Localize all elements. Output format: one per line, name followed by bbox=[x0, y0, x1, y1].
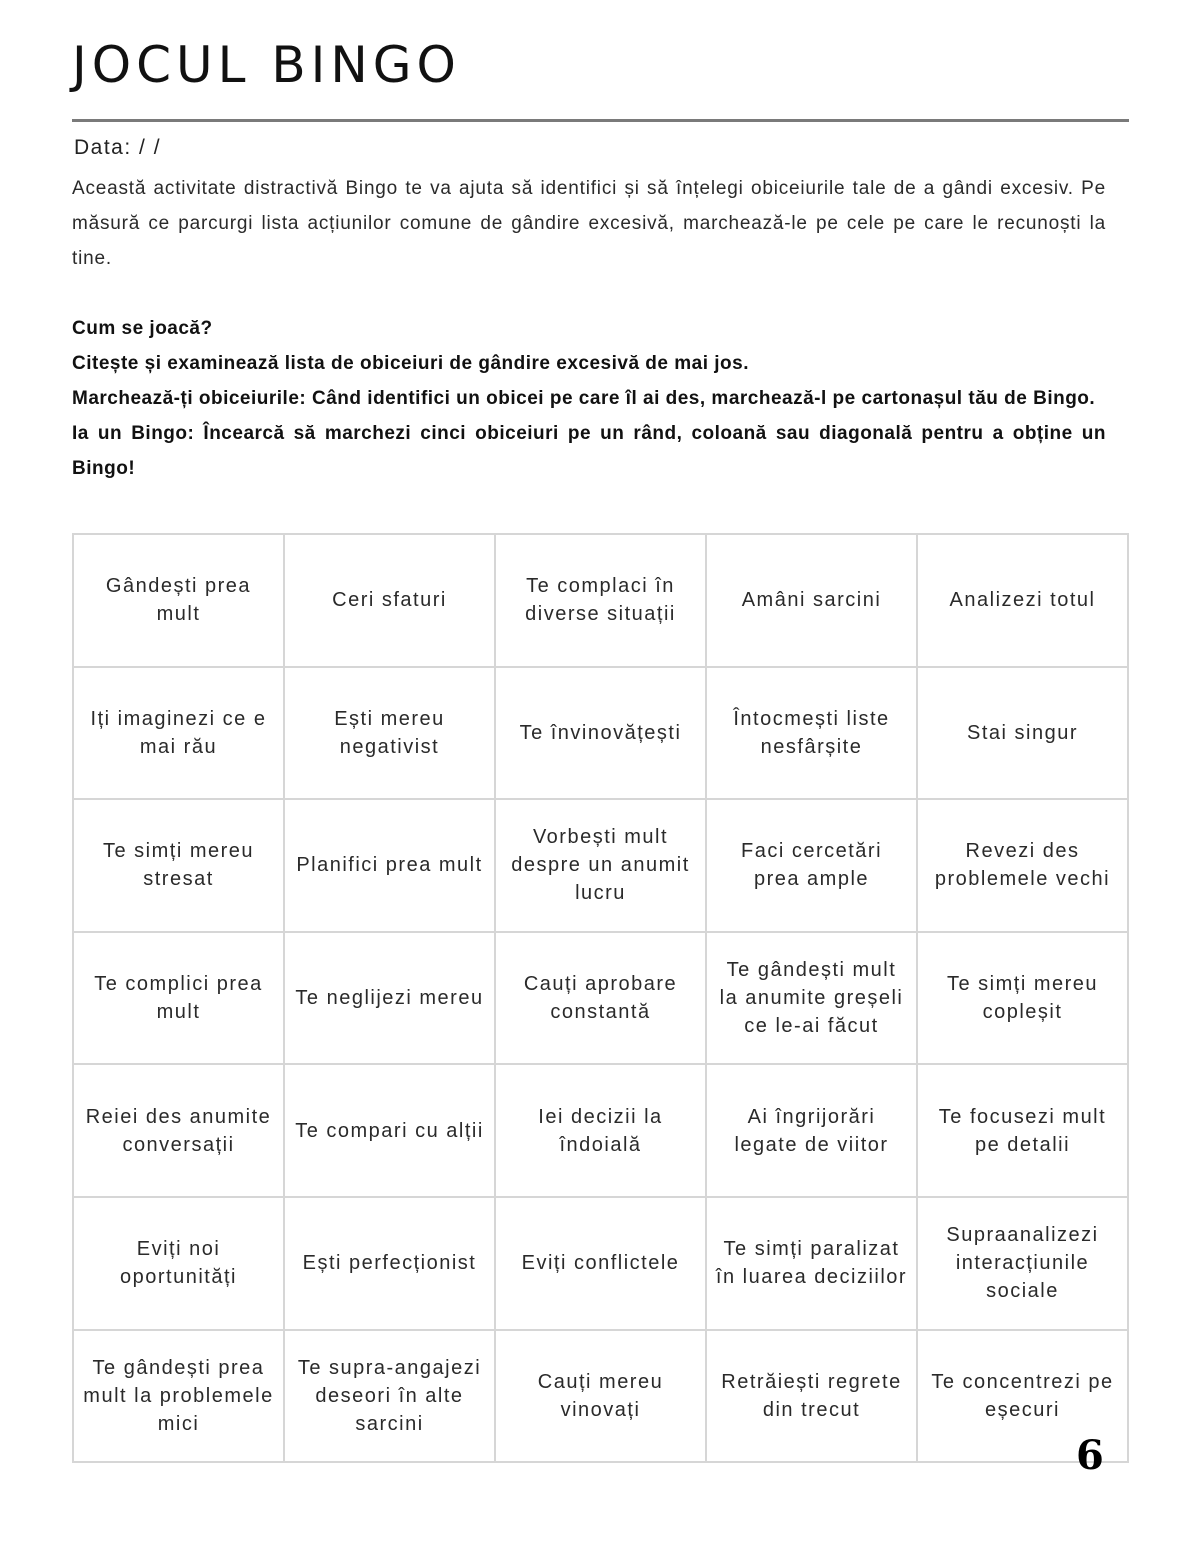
intro-paragraph: Această activitate distractivă Bingo te va ajuta să identifici și să înțelegi obiceiurile tale de a gândi excesiv. Pe măsură ce parcurgi lista acțiunilor comune de gândire excesivă, marchează-le pe cele pe care le recunoști la tine. bbox=[72, 178, 1106, 269]
how-to-play-section bbox=[72, 311, 1106, 486]
bingo-cell[interactable]: Te gândești prea mult la problemele mici bbox=[74, 1331, 285, 1464]
bingo-card bbox=[72, 533, 1129, 1463]
bingo-cell[interactable]: Ești perfecționist bbox=[285, 1198, 496, 1331]
bingo-cell[interactable]: Faci cercetări prea ample bbox=[707, 800, 918, 933]
page-title: JOCUL BINGO bbox=[72, 36, 461, 94]
bingo-cell[interactable]: Cauți mereu vinovați bbox=[496, 1331, 707, 1464]
bingo-cell[interactable]: Te focusezi mult pe detalii bbox=[918, 1065, 1129, 1198]
bingo-cell[interactable]: Supraanalizezi interacțiunile sociale bbox=[918, 1198, 1129, 1331]
bingo-cell[interactable]: Te complici prea mult bbox=[74, 933, 285, 1066]
bingo-cell[interactable]: Iți imaginezi ce e mai rău bbox=[74, 668, 285, 801]
bingo-cell[interactable]: Te complaci în diverse situații bbox=[496, 535, 707, 668]
bingo-cell[interactable]: Eviți noi oportunități bbox=[74, 1198, 285, 1331]
bingo-cell[interactable]: Ceri sfaturi bbox=[285, 535, 496, 668]
bingo-cell[interactable]: Retrăiești regrete din trecut bbox=[707, 1331, 918, 1464]
bingo-cell[interactable]: Te simți mereu copleșit bbox=[918, 933, 1129, 1066]
bingo-cell[interactable]: Ai îngrijorări legate de viitor bbox=[707, 1065, 918, 1198]
bingo-cell[interactable]: Te supra-angajezi deseori în alte sarcini bbox=[285, 1331, 496, 1464]
bingo-cell[interactable]: Cauți aprobare constantă bbox=[496, 933, 707, 1066]
bingo-cell[interactable]: Eviți conflictele bbox=[496, 1198, 707, 1331]
bingo-cell[interactable]: Gândești prea mult bbox=[74, 535, 285, 668]
date-field: Data: / / bbox=[74, 136, 162, 159]
bingo-cell[interactable]: Analizezi totul bbox=[918, 535, 1129, 668]
page-number: 6 bbox=[1076, 1432, 1104, 1479]
bingo-cell[interactable]: Amâni sarcini bbox=[707, 535, 918, 668]
bingo-cell[interactable]: Te neglijezi mereu bbox=[285, 933, 496, 1066]
bingo-cell[interactable]: Reiei des anumite conversații bbox=[74, 1065, 285, 1198]
bingo-cell[interactable]: Te simți paralizat în luarea deciziilor bbox=[707, 1198, 918, 1331]
bingo-cell[interactable]: Stai singur bbox=[918, 668, 1129, 801]
bingo-cell[interactable]: Te concentrezi pe eșecuri bbox=[918, 1331, 1129, 1464]
bingo-cell[interactable]: Planifici prea mult bbox=[285, 800, 496, 933]
how-to-step-read: Citește și examinează lista de obiceiuri de gândire excesivă de mai jos. bbox=[72, 353, 750, 374]
title-divider bbox=[72, 119, 1129, 122]
bingo-cell[interactable]: Întocmești liste nesfârșite bbox=[707, 668, 918, 801]
how-to-step-mark: Marchează-ți obiceiurile: Când identifici un obicei pe care îl ai des, marchează-l pe cartonașul tău de Bingo. bbox=[72, 388, 1096, 409]
bingo-cell[interactable]: Vorbești mult despre un anumit lucru bbox=[496, 800, 707, 933]
bingo-cell[interactable]: Te învinovățești bbox=[496, 668, 707, 801]
bingo-cell[interactable]: Revezi des problemele vechi bbox=[918, 800, 1129, 933]
bingo-cell[interactable]: Te simți mereu stresat bbox=[74, 800, 285, 933]
bingo-cell[interactable]: Iei decizii la îndoială bbox=[496, 1065, 707, 1198]
bingo-cell[interactable]: Te gândești mult la anumite greșeli ce le-ai făcut bbox=[707, 933, 918, 1066]
bingo-cell[interactable]: Ești mereu negativist bbox=[285, 668, 496, 801]
how-to-step-bingo: Ia un Bingo: Încearcă să marchezi cinci obiceiuri pe un rând, coloană sau diagonală pentru a obține un Bingo! bbox=[72, 423, 1106, 479]
bingo-cell[interactable]: Te compari cu alții bbox=[285, 1065, 496, 1198]
how-to-heading: Cum se joacă? bbox=[72, 318, 213, 339]
